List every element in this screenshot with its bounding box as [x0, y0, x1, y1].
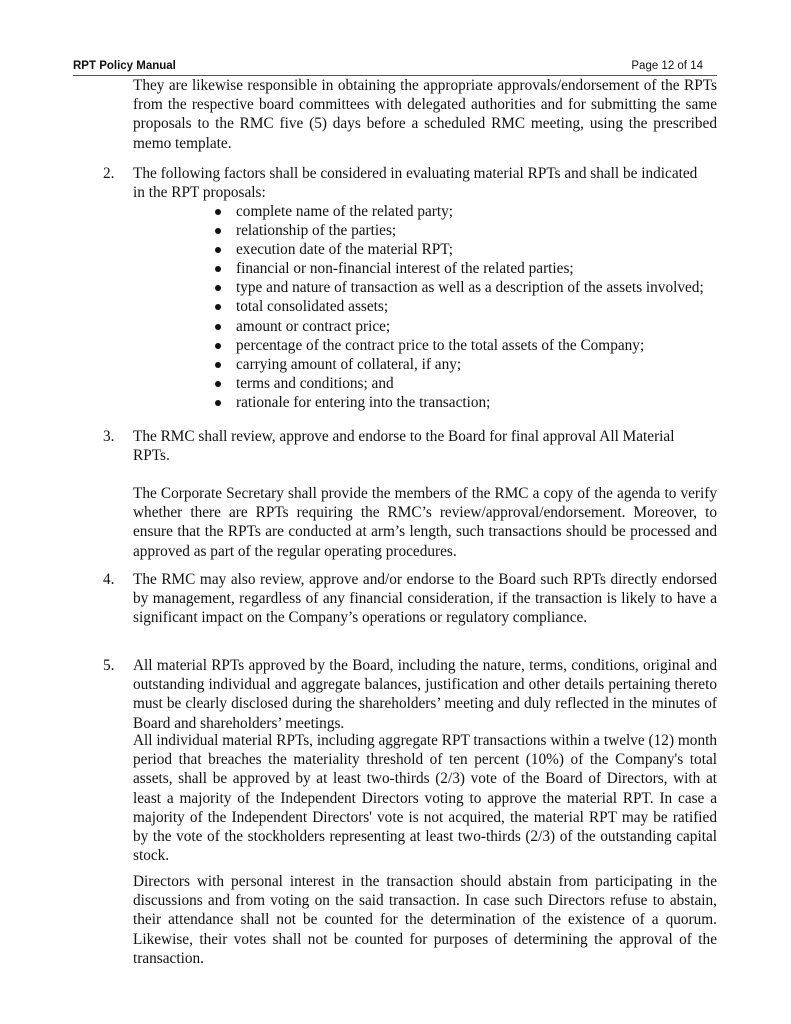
bullet-icon — [215, 324, 221, 330]
list-item: execution date of the material RPT; — [213, 240, 723, 259]
bullet-icon — [215, 343, 221, 349]
list-item: percentage of the contract price to the total assets of the Company; — [213, 336, 723, 355]
bullet-icon — [215, 304, 221, 310]
item-number: 3. — [103, 428, 115, 445]
item-text: The RMC may also review, approve and/or endorse to the Board such RPTs directly endorsed by management, regardless of any financial consideration, if the transaction is likely to have a significant impact on the Company’s operations or regulatory compliance. — [133, 571, 717, 627]
bullet-icon — [215, 285, 221, 291]
item-paragraph: Directors with personal interest in the transaction should abstain from participating in the discussions and from voting on the said transaction. In case such Directors refuse to abstain, their attendance shall not be counted for the determination of the existence of a quorum. Likewise, their votes shall not be counted for purposes of determining the approval of the transaction. — [133, 873, 717, 967]
bullet-icon — [215, 400, 221, 406]
document-title: RPT Policy Manual — [73, 60, 176, 72]
list-item: financial or non-financial interest of the related parties; — [213, 259, 723, 278]
continuation-paragraph: They are likewise responsible in obtaining the appropriate approvals/endorsement of the RPTs from the respective board committees with delegated authorities and for submitting the same proposals to the RMC five (5) days before a scheduled RMC meeting, using the prescribed memo template. — [133, 77, 717, 152]
list-item: rationale for entering into the transaction; — [213, 393, 723, 412]
bullet-icon — [215, 228, 221, 234]
item-number: 5. — [103, 657, 115, 674]
item-text: The following factors shall be considered in evaluating material RPTs and shall be indicated in the RPT proposals: — [133, 165, 698, 202]
item-text: All material RPTs approved by the Board, including the nature, terms, conditions, original and outstanding individual and aggregate balances, justification and other details pertaining thereto must be clearly disclosed during the shareholders’ meeting and duly reflected in the minutes of Board and shareholders’ meetings. — [133, 657, 717, 732]
item-text: The RMC shall review, approve and endorse to the Board for final approval All Material RPTs. — [133, 428, 675, 465]
page-header — [73, 59, 717, 76]
bullet-icon — [215, 209, 221, 215]
item-paragraph: The Corporate Secretary shall provide the members of the RMC a copy of the agenda to verify whether there are RPTs requiring the RMC’s review/approval/endorsement. Moreover, to ensure that the RPTs are conducted at arm’s length, such transactions should be processed and approved as part of the regular operating procedures. — [133, 485, 717, 560]
list-item: amount or contract price; — [213, 317, 723, 336]
list-item: relationship of the parties; — [213, 221, 723, 240]
list-item: total consolidated assets; — [213, 297, 723, 316]
item-number: 2. — [103, 165, 115, 182]
list-item: complete name of the related party; — [213, 202, 723, 221]
bullet-icon — [215, 266, 221, 272]
item-paragraph: All individual material RPTs, including aggregate RPT transactions within a twelve (12) month period that breaches the materiality threshold of ten percent (10%) of the Company's total assets, shall be approved by at least two-thirds (2/3) vote of the Board of Directors, with at least a majority of the Independent Directors voting to approve the material RPT. In case a majority of the Independent Directors' vote is not acquired, the material RPT may be ratified by the vote of the stockholders representing at least two-thirds (2/3) of the outstanding capital stock. — [133, 732, 717, 865]
list-item: carrying amount of collateral, if any; — [213, 355, 723, 374]
factor-list — [213, 202, 723, 412]
page-number: Page 12 of 14 — [631, 60, 703, 72]
list-item: type and nature of transaction as well as a description of the assets involved; — [213, 278, 723, 297]
list-item: terms and conditions; and — [213, 374, 723, 393]
bullet-icon — [215, 247, 221, 253]
item-number: 4. — [103, 571, 115, 588]
bullet-icon — [215, 362, 221, 368]
bullet-icon — [215, 381, 221, 387]
